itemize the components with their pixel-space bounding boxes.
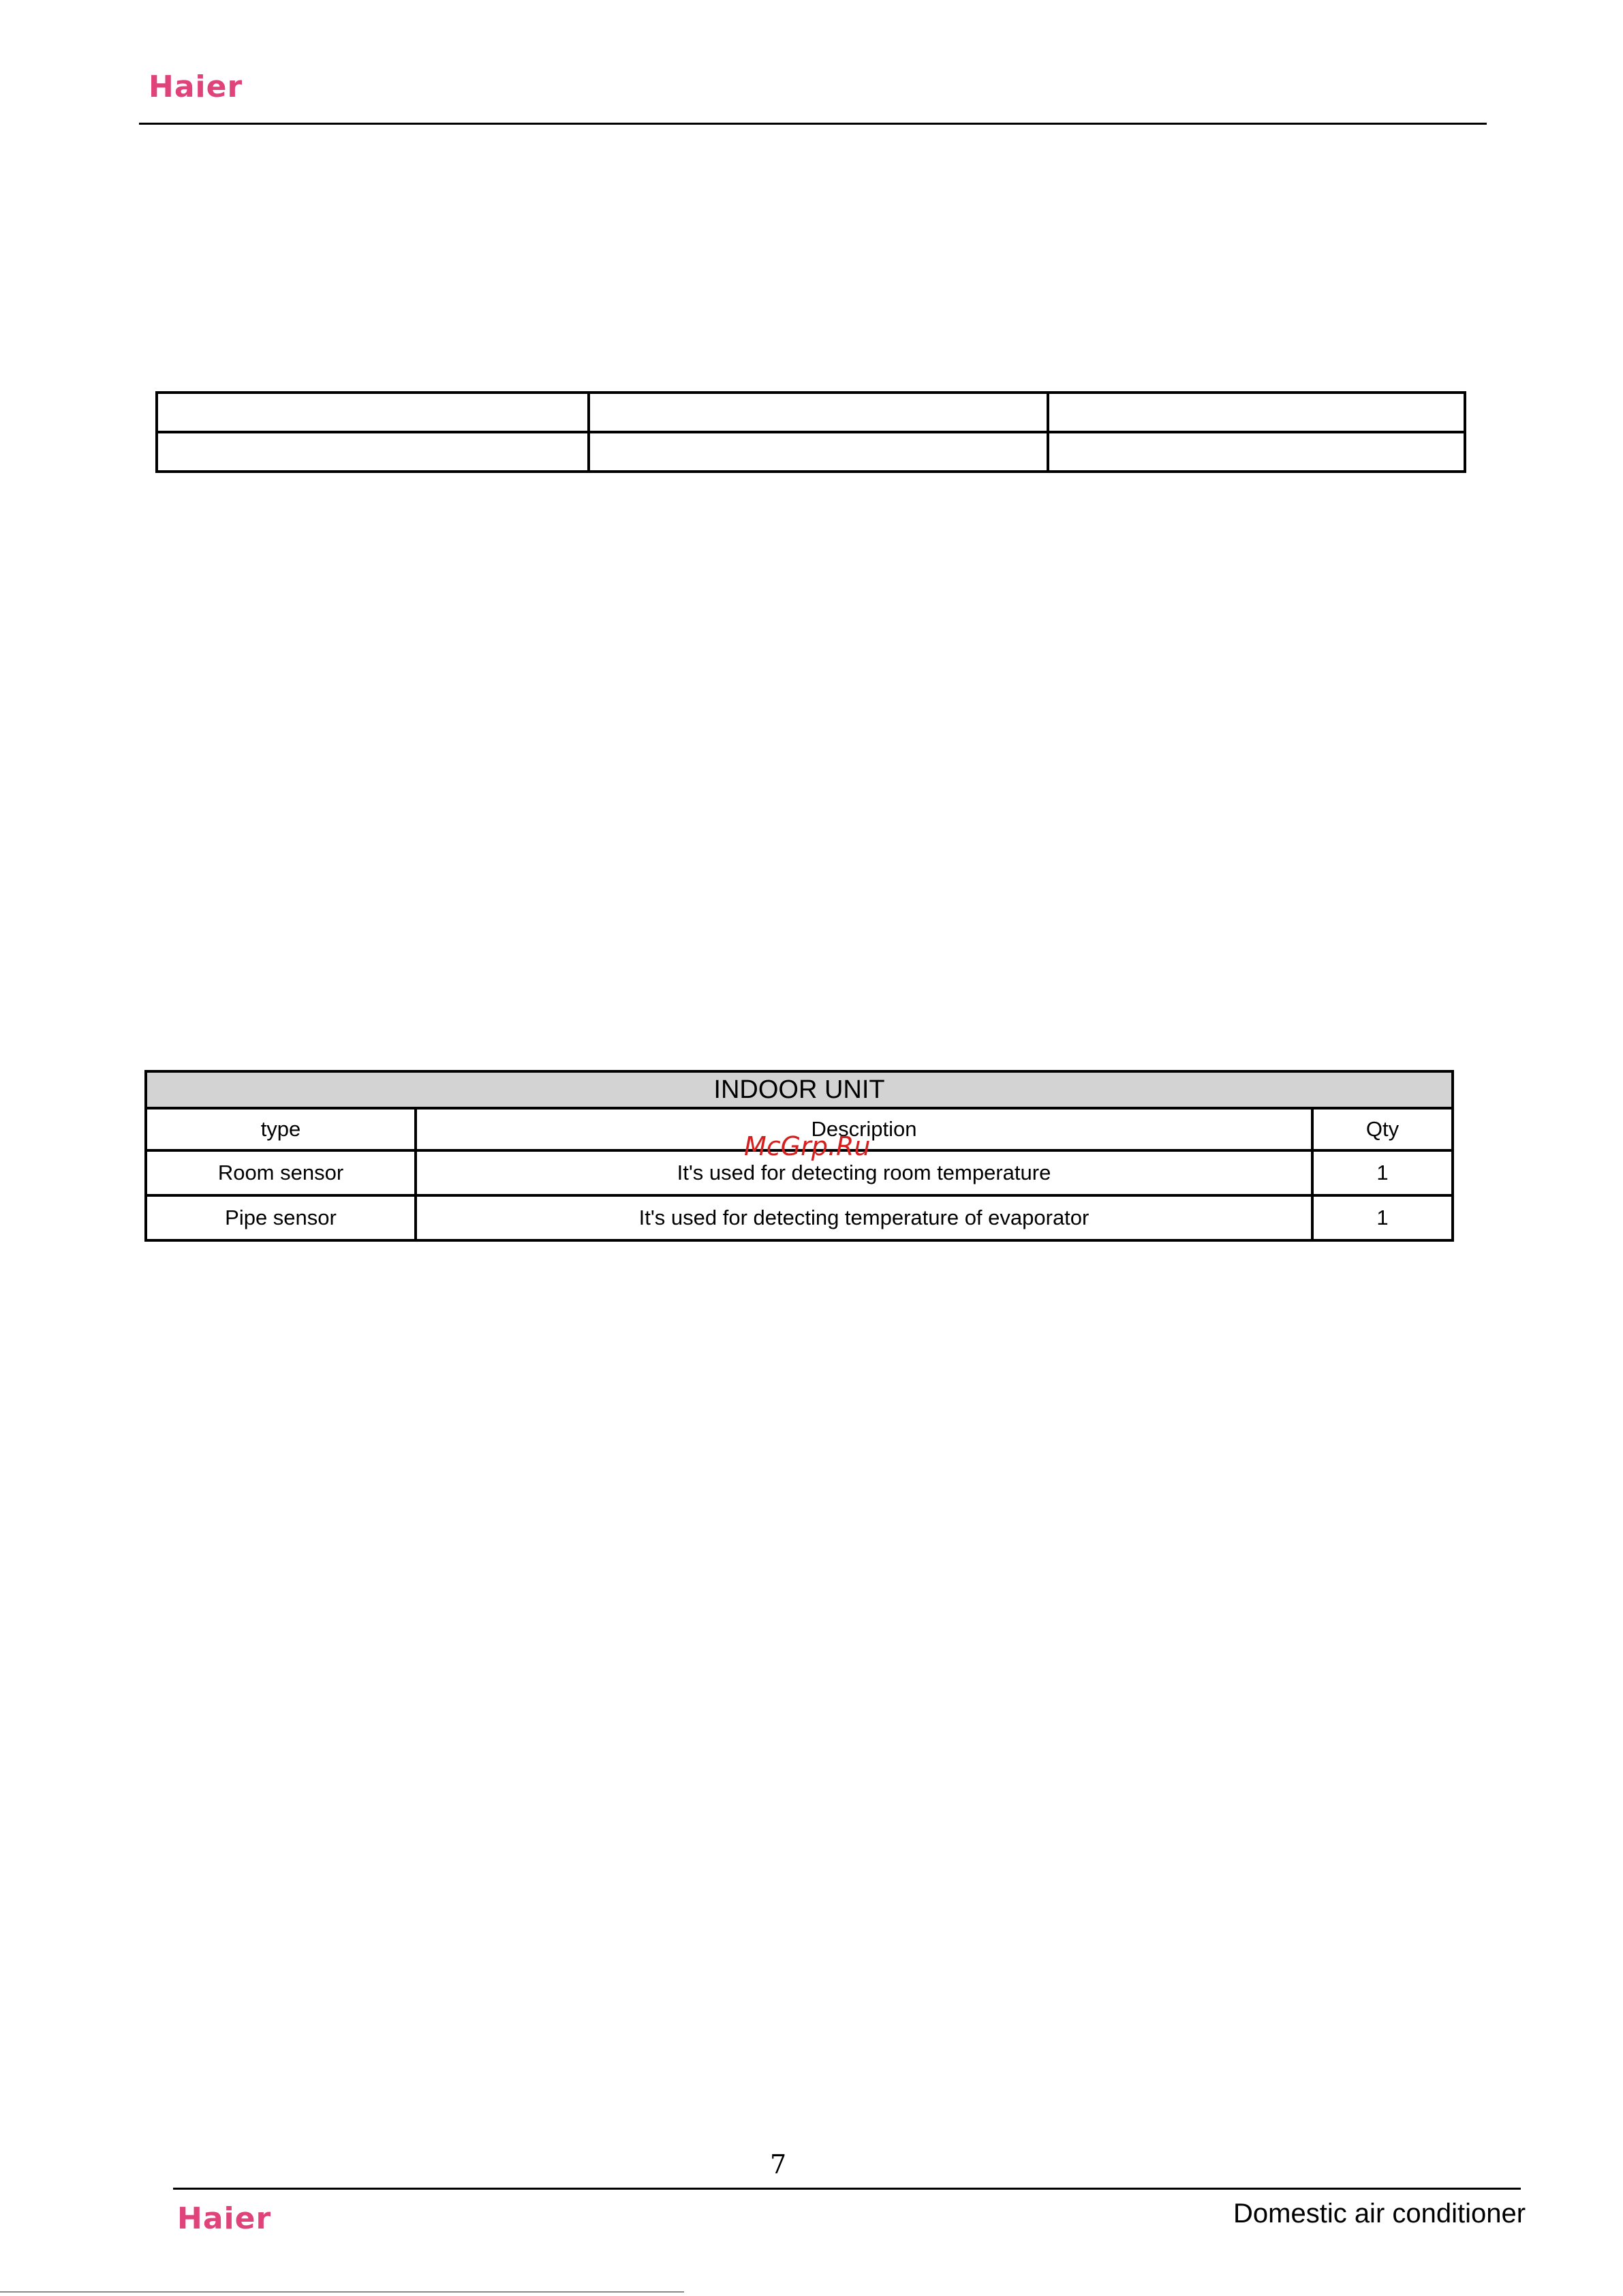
cell-description: It's used for detecting temperature of evaporator [416, 1195, 1312, 1240]
cell-description: It's used for detecting room temperature [416, 1150, 1312, 1195]
watermark-text: McGrp.Ru [744, 1131, 871, 1161]
column-header-qty: Qty [1312, 1108, 1453, 1150]
empty-table [155, 391, 1466, 473]
table-cell [589, 393, 1048, 432]
footer-title: Domestic air conditioner [1233, 2199, 1526, 2229]
table-cell [1048, 432, 1465, 472]
column-header-description: Description [416, 1108, 1312, 1150]
cell-type: Room sensor [146, 1150, 416, 1195]
cell-type: Pipe sensor [146, 1195, 416, 1240]
table-caption-row [146, 1071, 1453, 1108]
header-divider [139, 123, 1487, 125]
table-row [157, 393, 1465, 432]
table-row [157, 432, 1465, 472]
page-edge-line [0, 2291, 684, 2293]
table-cell [1048, 393, 1465, 432]
cell-qty: 1 [1312, 1150, 1453, 1195]
table-cell [157, 432, 589, 472]
header-haier-logo: Haier [149, 70, 243, 104]
column-header-type: type [146, 1108, 416, 1150]
cell-qty: 1 [1312, 1195, 1453, 1240]
table-row [146, 1195, 1453, 1240]
table-caption: INDOOR UNIT [146, 1071, 1453, 1108]
page-number: 7 [770, 2149, 787, 2179]
footer-divider [173, 2188, 1521, 2190]
table-cell [157, 393, 589, 432]
footer-haier-logo: Haier [177, 2201, 272, 2236]
table-cell [589, 432, 1048, 472]
